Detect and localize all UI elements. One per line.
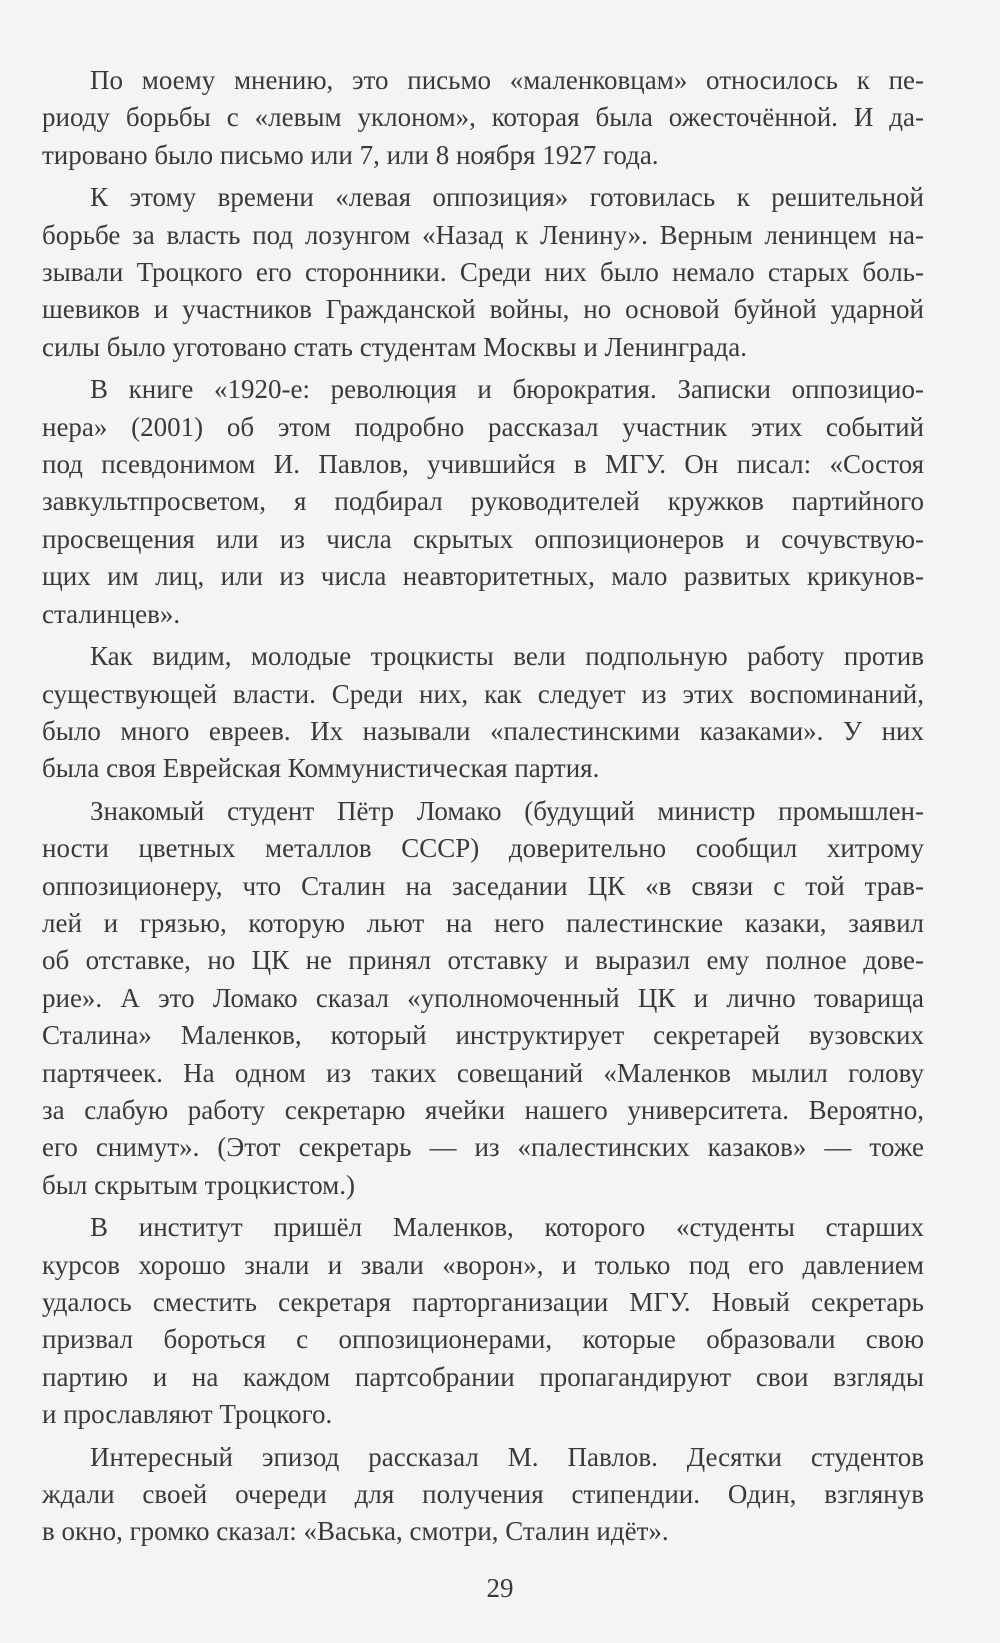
paragraph-line: борьбе за власть под лозунгом «Назад к Ленину». Верным ленинцем на- — [42, 219, 924, 250]
paragraph-line: риоду борьбы с «левым уклоном», которая была ожесточённой. И да- — [42, 102, 924, 133]
paragraph-line: Знакомый студент Пётр Ломако (будущий министр промышлен- — [90, 795, 924, 826]
paragraph-line: курсов хорошо знали и звали «ворон», и только под его давлением — [42, 1249, 924, 1280]
paragraph-line: сталинцев». — [42, 598, 181, 629]
paragraph-line: оппозиционеру, что Сталин на заседании ЦК «в связи с той трав- — [42, 870, 924, 901]
paragraph-line: под псевдонимом И. Павлов, учившийся в МГУ. Он писал: «Состоя — [42, 449, 924, 480]
paragraph-1 — [42, 62, 924, 174]
paragraph-5 — [42, 793, 924, 1204]
paragraph-7 — [42, 1439, 924, 1551]
page-body — [42, 62, 924, 1556]
paragraph-line: В книге «1920-е: революция и бюрократия. Записки оппозицио- — [90, 374, 924, 405]
paragraph-line: рие». А это Ломако сказал «уполномоченный ЦК и лично товарища — [42, 982, 924, 1013]
paragraph-line: Сталина» Маленков, который инструктирует секретарей вузовских — [42, 1020, 924, 1051]
paragraph-line: тировано было письмо или 7, или 8 ноября 1927 года. — [42, 139, 659, 170]
paragraph-line: зывали Троцкого его сторонники. Среди них было немало старых боль- — [42, 257, 924, 288]
paragraph-line: Интересный эпизод рассказал М. Павлов. Десятки студентов — [90, 1441, 924, 1472]
paragraph-line: в окно, громко сказал: «Васька, смотри, Сталин идёт». — [42, 1516, 669, 1547]
paragraph-line: об отставке, но ЦК не принял отставку и выразил ему полное дове- — [42, 945, 924, 976]
paragraph-line: В институт пришёл Маленков, которого «студенты старших — [90, 1212, 924, 1243]
paragraph-line: его снимут». (Этот секретарь — из «палестинских казаков» — тоже — [42, 1132, 924, 1163]
paragraph-line: призвал бороться с оппозиционерами, которые образовали свою — [42, 1324, 924, 1355]
paragraph-line: за слабую работу секретарю ячейки нашего университета. Вероятно, — [42, 1094, 924, 1125]
paragraph-line: силы было уготовано стать студентам Москвы и Ленинграда. — [42, 331, 748, 362]
paragraph-4 — [42, 638, 924, 788]
paragraph-line: шевиков и участников Гражданской войны, но основой буйной ударной — [42, 294, 924, 325]
paragraph-line: партию и на каждом партсобрании пропагандируют свои взгляды — [42, 1361, 924, 1392]
paragraph-2 — [42, 179, 924, 366]
paragraph-line: ждали своей очереди для получения стипендии. Один, взглянув — [42, 1479, 924, 1510]
paragraph-line: и прославляют Троцкого. — [42, 1399, 333, 1430]
paragraph-line: По моему мнению, это письмо «маленковцам» относилось к пе- — [90, 65, 924, 95]
paragraph-line: был скрытым троцкистом.) — [42, 1169, 356, 1200]
paragraph-line: Как видим, молодые троцкисты вели подпольную работу против — [90, 641, 924, 672]
paragraph-line: нера» (2001) об этом подробно рассказал участник этих событий — [42, 411, 924, 442]
paragraph-3 — [42, 371, 924, 633]
paragraph-line: существующей власти. Среди них, как следует из этих воспоминаний, — [42, 678, 924, 709]
paragraph-line: партячеек. На одном из таких совещаний «Маленков мылил голову — [42, 1057, 924, 1088]
paragraph-line: лей и грязью, которую льют на него палестинские казаки, заявил — [42, 907, 924, 938]
paragraph-line: удалось сместить секретаря парторганизации МГУ. Новый секретарь — [42, 1287, 924, 1317]
paragraph-line: К этому времени «левая оппозиция» готовилась к решительной — [90, 182, 924, 213]
paragraph-line: была своя Еврейская Коммунистическая партия. — [42, 753, 600, 784]
paragraph-line: просвещения или из числа скрытых оппозиционеров и сочувствую- — [42, 523, 924, 554]
paragraph-line: щих им лиц, или из числа неавторитетных, мало развитых крикунов- — [42, 561, 924, 592]
paragraph-line: завкультпросветом, я подбирал руководителей кружков партийного — [42, 486, 924, 517]
page-number: 29 — [486, 1573, 514, 1603]
paragraph-line: было много евреев. Их называли «палестинскими казаками». У них — [42, 715, 924, 746]
paragraph-line: ности цветных металлов СССР) доверительно сообщил хитрому — [42, 833, 924, 864]
paragraph-6 — [42, 1209, 924, 1433]
